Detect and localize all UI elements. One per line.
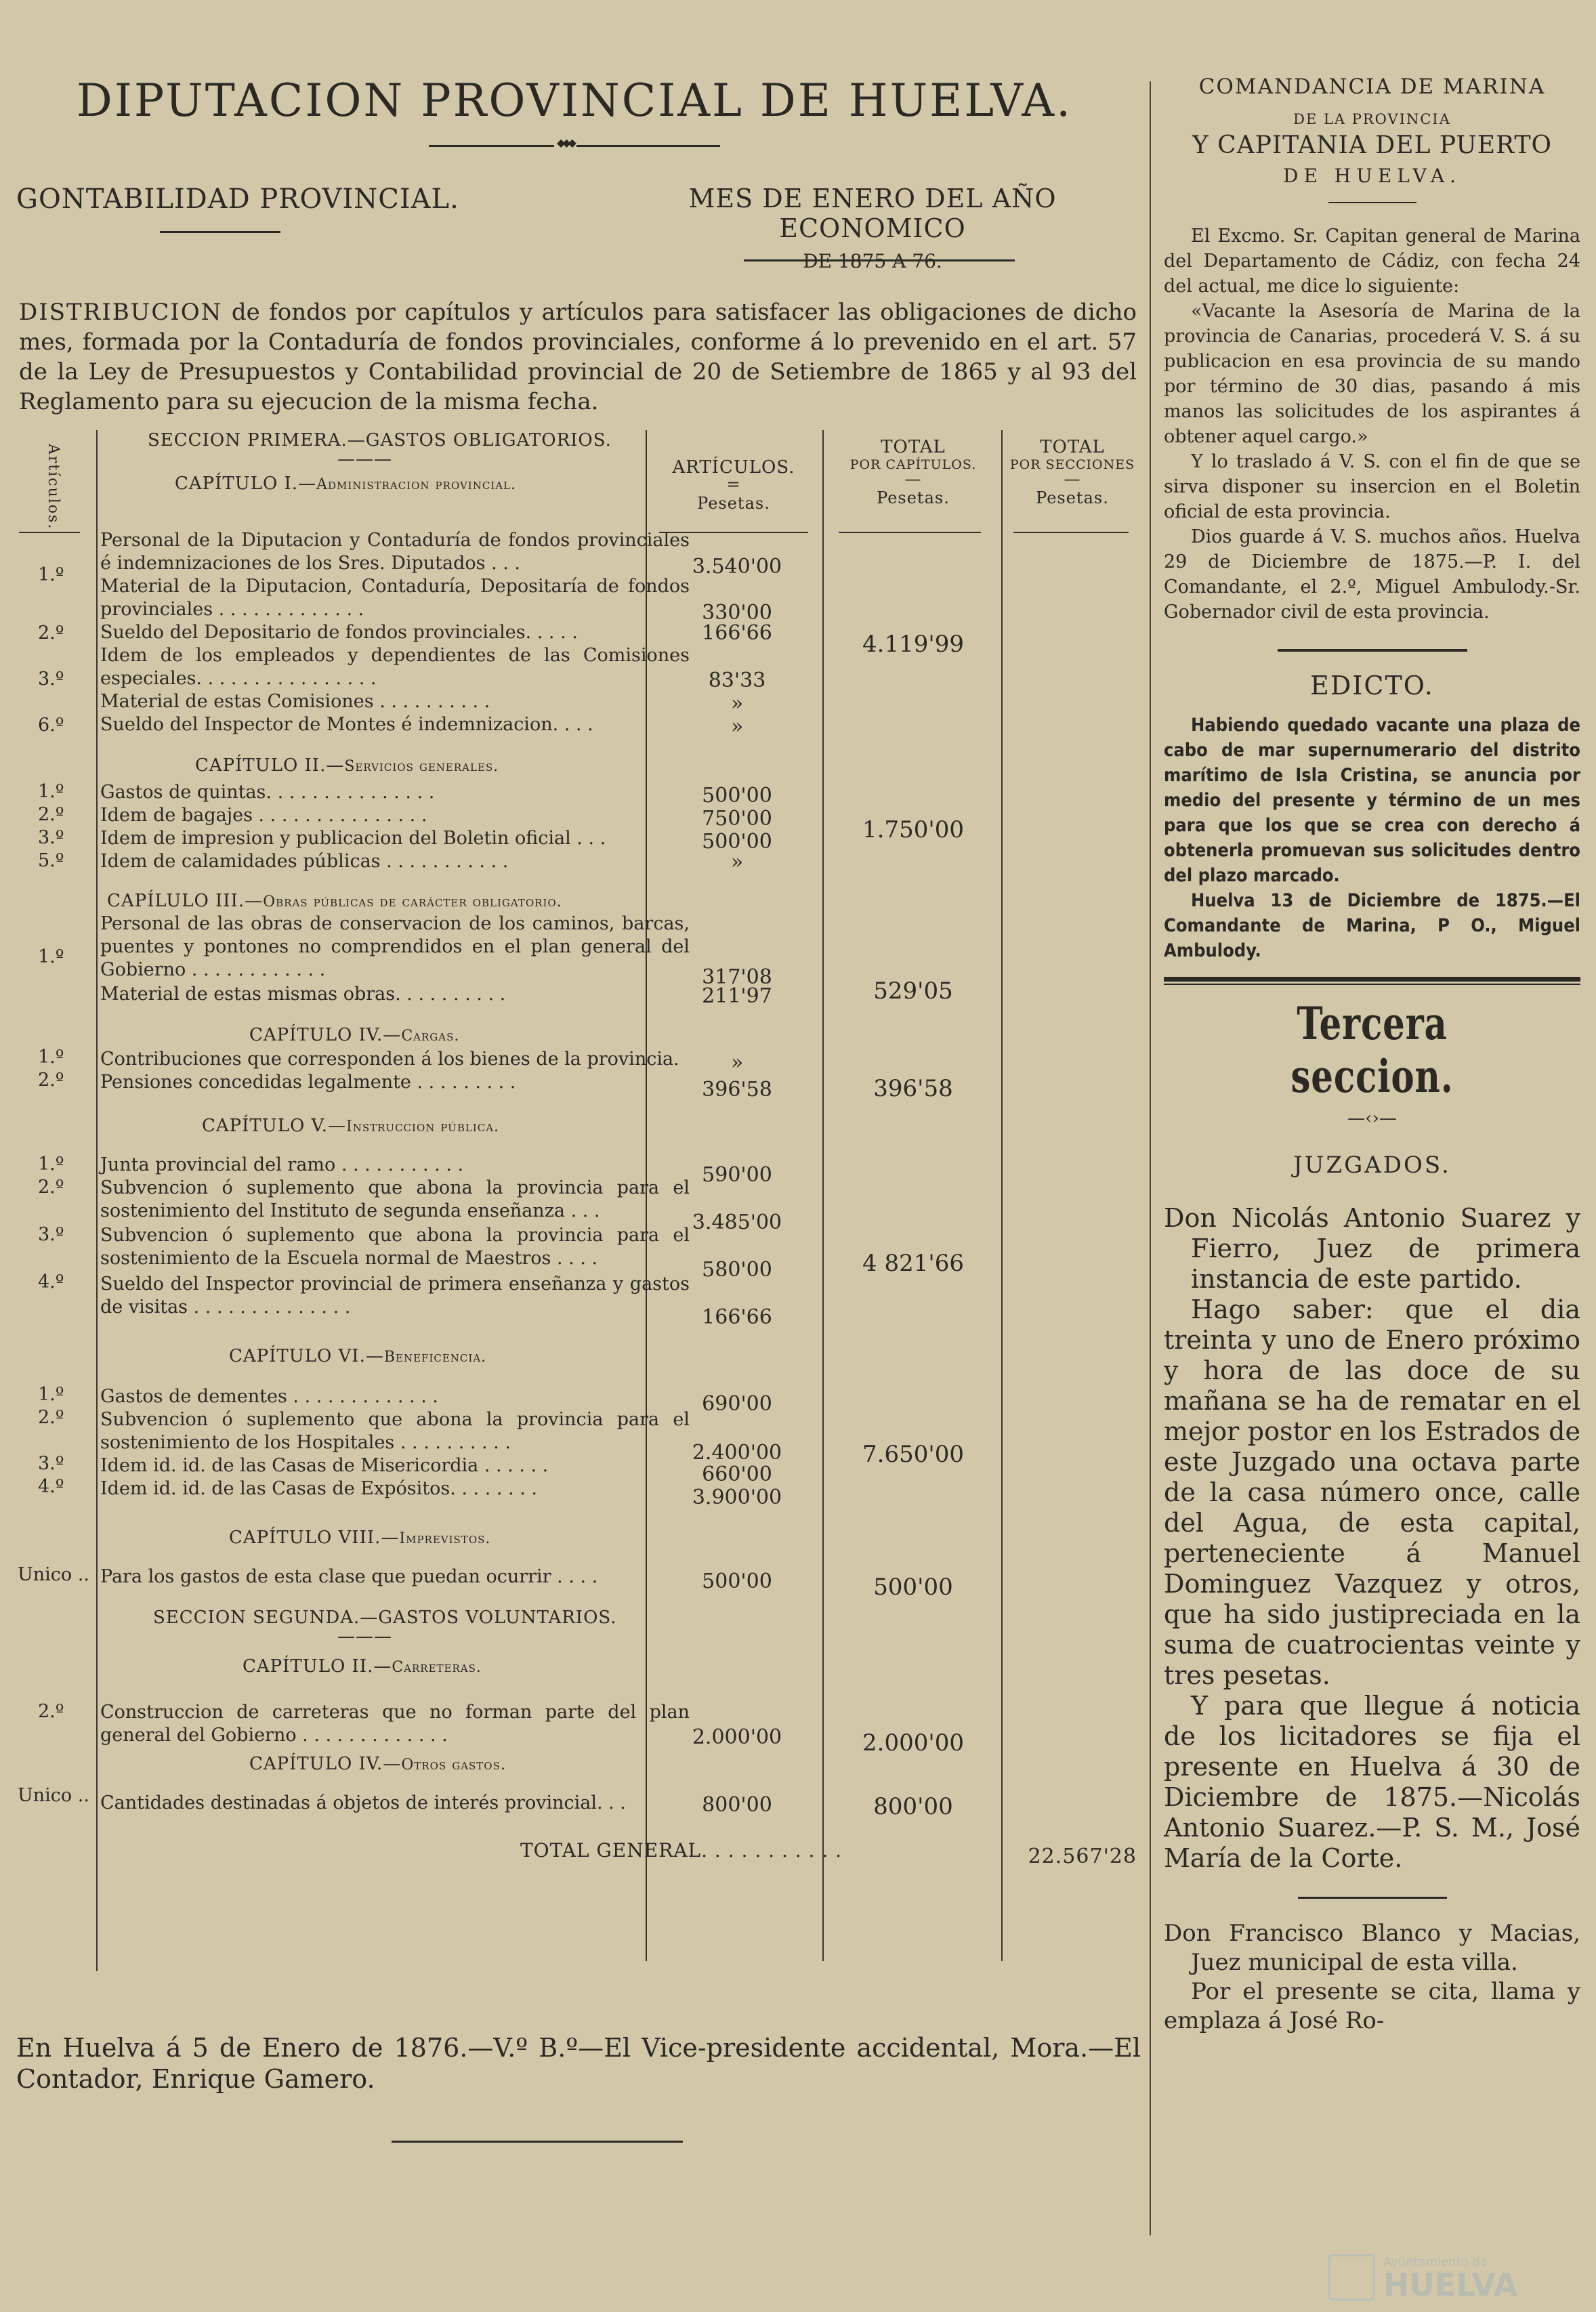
ornament-rule [429, 145, 720, 147]
section-heading: SECCION SEGUNDA.—GASTOS VOLUNTARIOS. [153, 1607, 617, 1628]
chapter-total: 800'00 [873, 1793, 953, 1820]
row-value: 690'00 [702, 1392, 772, 1416]
juzgado-paragraph: Hago saber: que el dia treinta y uno de Enero próximo y hora de las doce de su mañana se ha de rematar en el mejor postor en los Estrados de este Juzgado una octava parte de la casa número once, calle del Agua, de esta capital, perteneciente á Manuel Dominguez Vazquez y otros, que ha sido justipreciada en la suma de cuatrocientas veinte y tres pesetas. [1164, 1295, 1580, 1690]
article-number: 4.º [38, 1271, 64, 1292]
col-total-secciones [1008, 437, 1137, 507]
col-pesetas: Pesetas. [877, 488, 950, 507]
row-value: 750'00 [702, 807, 772, 831]
total-general-value: 22.567'28 [1028, 1845, 1137, 1868]
article-number: 5.º [38, 850, 64, 871]
row-value: » [730, 1051, 744, 1074]
row-description: Idem id. id. de las Casas de Expósitos. . . . . . . . [100, 1478, 537, 1499]
edicto-title: EDICTO. [1310, 671, 1434, 700]
chapter-subtitle: Obras públicas de carácter obligatorio. [263, 894, 562, 910]
row-description: Contribuciones que corresponden á los bienes de la provincia. [100, 1049, 679, 1070]
row-description: Material de la Diputacion, Contaduría, Depositaría de fondos provinciales . . . . . . . . . . . . . [100, 576, 690, 620]
chapter-subtitle: Carreteras. [392, 1659, 482, 1676]
row-description: Pensiones concedidas legalmente . . . . . . . . . [100, 1072, 516, 1093]
article-number: 3.º [38, 827, 64, 848]
juzgados-heading: JUZGADOS. [1293, 1152, 1451, 1179]
article-number: 3.º [38, 1453, 64, 1474]
chapter-subtitle: Cargas. [401, 1028, 460, 1045]
chapter-title: CAPÍTULO V.— [202, 1116, 347, 1136]
row-description: Personal de la Diputacion y Contaduría de fondos provinciales é indemnizaciones de los Sres. Diputados . . . [100, 530, 690, 574]
article-number: 1.º [38, 564, 64, 585]
juzgado-paragraph: Don Nicolás Antonio Suarez y Fierro, Juez de primera instancia de este partido. [1164, 1203, 1580, 1294]
chapter-total: 500'00 [873, 1574, 953, 1601]
article-number: 1.º [38, 1047, 64, 1068]
chapter-heading [249, 1754, 506, 1774]
article-number: 1.º [38, 946, 64, 967]
row-description: Junta provincial del ramo . . . . . . . . . . . [100, 1154, 464, 1175]
chapter-title: CAPÍTULO II.— [195, 755, 345, 776]
chapter-heading [202, 1116, 499, 1136]
row-value: 800'00 [702, 1793, 772, 1817]
chapter-title: CAPÍTULO VI.— [229, 1346, 384, 1366]
row-description: Cantidades destinadas á objetos de interés provincial. . . [100, 1792, 626, 1813]
article-number: Unico .. [18, 1785, 89, 1806]
col-eq: = [726, 475, 741, 494]
divider [1164, 977, 1580, 985]
chapter-title: CAPÍTULO IV.— [249, 1025, 402, 1045]
col-total-label: TOTAL [1040, 437, 1105, 457]
article-number: 3.º [38, 1224, 64, 1245]
huelva-heading: DE HUELVA. [1283, 165, 1461, 187]
row-description: Subvencion ó suplemento que abona la provincia para el sostenimiento del Instituto de segunda enseñanza . . . [100, 1177, 690, 1221]
intro-lead: DISTRIBUCION [19, 299, 223, 326]
article-number: 1.º [38, 781, 64, 802]
chapter-heading [195, 755, 499, 776]
row-description: Subvencion ó suplemento que abona la provincia para el sostenimiento de los Hospitales . . . . . . . . . . [100, 1409, 690, 1453]
section-title: Tercera seccion. [1290, 997, 1454, 1103]
row-value: 500'00 [702, 1570, 772, 1593]
row-description: Gastos de dementes . . . . . . . . . . . . . [100, 1386, 438, 1407]
row-description: Construccion de carreteras que no forman parte del plan general del Gobierno . . . . . . . . . . . . . [100, 1702, 690, 1746]
chapter-subtitle: Imprevistos. [399, 1530, 491, 1547]
chapter-total: 2.000'00 [862, 1729, 964, 1757]
row-value: 3.485'00 [692, 1211, 782, 1234]
row-value: 166'66 [702, 621, 772, 645]
article-number: 4.º [38, 1476, 64, 1497]
section-rule: ——— [337, 1626, 392, 1647]
chapter-heading [175, 474, 516, 494]
article-number: 1.º [38, 1384, 64, 1405]
table-vline [822, 430, 824, 1961]
row-value: 83'33 [708, 669, 766, 692]
row-description: Para los gastos de esta clase que puedan ocurrir . . . . [100, 1566, 598, 1587]
article-number: 2.º [38, 623, 64, 644]
chapter-total: 1.750'00 [862, 816, 964, 843]
col-dash: — [1064, 469, 1081, 488]
row-description: Personal de las obras de conservacion de los caminos, barcas, puentes y pontones no comprendidos en el plan general del Gobierno . . . . . . . . . . . . [100, 913, 690, 980]
budget-table [12, 430, 1137, 1988]
row-description: Subvencion ó suplemento que abona la provincia para el sostenimiento de la Escuela normal de Maestros . . . . [100, 1225, 690, 1269]
row-description: Idem de impresion y publicacion del Boletin oficial . . . [100, 828, 606, 849]
row-value: » [730, 850, 744, 874]
article-number: 2.º [38, 1177, 64, 1198]
chapter-title: CAPÍTULO VIII.— [229, 1528, 400, 1548]
row-value: 2.400'00 [692, 1441, 782, 1465]
juzgado-paragraph: Y para que llegue á noticia de los licitadores se fija el presente en Huelva á 30 de Diciembre de 1875.—Nicolás Antonio Suarez.—P. S. M., José María de la Corte. [1164, 1691, 1580, 1873]
section-heading: SECCION PRIMERA.—GASTOS OBLIGATORIOS. [148, 430, 612, 450]
row-value: 3.540'00 [692, 555, 782, 579]
row-description: Idem id. id. de las Casas de Misericordia . . . . . . [100, 1455, 549, 1476]
row-value: 330'00 [702, 601, 772, 625]
left-subtitle: GONTABILIDAD PROVINCIAL. [16, 184, 459, 215]
marina-subheading: DE LA PROVINCIA [1293, 111, 1451, 127]
chapter-total: 7.650'00 [862, 1441, 964, 1468]
watermark [1328, 2250, 1585, 2305]
row-value: 2.000'00 [692, 1725, 782, 1749]
col-por-capitulos: POR CAPÍTULOS. [849, 457, 977, 472]
table-hline [19, 532, 80, 533]
col-articulos-label: ARTÍCULOS. [672, 457, 795, 478]
marina-paragraph: Dios guarde á V. S. muchos años. Huelva 29 de Diciembre de 1875.—P. I. del Comandante, el 2.º, Miguel Ambulody.-Sr. Gobernador civil de esta provincia. [1164, 526, 1580, 623]
divider [160, 231, 280, 233]
section-rule: ——— [337, 449, 392, 469]
juzgado-paragraph: Por el presente se cita, llama y emplaza á José Ro- [1164, 1978, 1580, 2034]
row-description: Idem de los empleados y dependientes de las Comisiones especiales. . . . . . . . . . . . . . . . [100, 645, 690, 689]
chapter-total: 529'05 [873, 978, 953, 1005]
marina-paragraph: El Excmo. Sr. Capitan general de Marina del Departamento de Cádiz, con fecha 24 del actual, me dice lo siguiente: [1164, 226, 1580, 297]
chapter-subtitle: Otros gastos. [401, 1757, 506, 1773]
intro-text: de fondos por capítulos y artículos para satisfacer las obligaciones de dicho mes, formada por la Contaduría de fondos provinciales, conforme á lo prevenido en el art. 57 de la Ley de Presupuestos y Contabilidad provincial de 20 de Setiembre de 1865 y al 93 del Reglamento para su ejecucion de la misma fecha. [19, 299, 1137, 415]
subtitle-row [12, 184, 1137, 292]
divider [1328, 202, 1416, 203]
chapter-title: CAPÍTULO IV.— [249, 1754, 402, 1774]
watermark-text [1383, 2254, 1518, 2303]
watermark-line-1: Ayuntamiento de [1383, 2254, 1488, 2269]
signature-paragraph: En Huelva á 5 de Enero de 1876.—V.º B.º—El Vice-presidente accidental, Mora.—El Contador, Enrique Gamero. [16, 2033, 1141, 2094]
marina-heading: COMANDANCIA DE MARINA [1198, 75, 1546, 99]
table-vline [96, 430, 98, 1971]
article-number: 2.º [38, 804, 64, 825]
ornament: —‹›— [1347, 1108, 1397, 1129]
row-value: 590'00 [702, 1163, 772, 1187]
row-description: Gastos de quintas. . . . . . . . . . . . . . . [100, 782, 435, 803]
row-value: 3.900'00 [692, 1486, 782, 1509]
row-value: » [730, 715, 744, 738]
juzgado-paragraph: Don Francisco Blanco y Macias, Juez municipal de esta villa. [1164, 1920, 1580, 1976]
row-value: 396'58 [702, 1078, 772, 1101]
col-dash: — [904, 469, 922, 488]
col-pesetas: Pesetas. [1036, 488, 1109, 507]
chapter-heading [249, 1025, 459, 1045]
article-number: 1.º [38, 1154, 64, 1175]
right-subtitle-line-1: MES DE ENERO DEL AÑO ECONOMICO [688, 184, 1057, 243]
row-description: Material de estas mismas obras. . . . . . . . . . [100, 984, 506, 1005]
right-subtitle-line-2: DE 1875 A 76. [803, 250, 942, 272]
row-value: 500'00 [702, 830, 772, 854]
row-value: 317'08 [702, 965, 772, 989]
chapter-title: CAPÍTULO II.— [243, 1656, 392, 1677]
row-description: Sueldo del Inspector de Montes é indemnizacion. . . . [100, 714, 593, 735]
chapter-subtitle: Instruccion pública. [346, 1118, 500, 1135]
chapter-subtitle: Servicios generales. [344, 758, 499, 775]
col-pesetas: Pesetas. [697, 494, 770, 513]
marina-paragraph: Y lo traslado á V. S. con el fin de que se sirva disponer su insercion en el Boletin oficial de esta provincia. [1164, 451, 1580, 522]
article-number: Unico .. [18, 1564, 89, 1585]
col-total-label: TOTAL [881, 437, 946, 457]
row-value: 166'66 [702, 1305, 772, 1329]
divider [1298, 1897, 1447, 1899]
left-column [12, 54, 1141, 2094]
row-value: 500'00 [702, 784, 772, 807]
chapter-heading [107, 891, 562, 911]
chapter-heading [229, 1528, 490, 1548]
divider [744, 259, 1015, 261]
ayuntamiento-logo-icon [1328, 2254, 1375, 2301]
edicto-paragraph: Habiendo quedado vacante una plaza de cabo de mar supernumerario del distrito marítimo de Isla Cristina, se anuncia por medio del presente y término de un mes para que los que se crea con derecho á obtenerla promuevan sus solicitudes dentro del plazo marcado. [1164, 715, 1580, 886]
chapter-total: 4 821'66 [862, 1250, 964, 1277]
watermark-line-2: HUELVA [1383, 2266, 1518, 2303]
chapter-heading [243, 1656, 482, 1677]
marina-paragraph: «Vacante la Asesoría de Marina de la provincia de Canarias, procederá V. S. á su publicacion en esa provincia de su mando por término de 30 dias, pasando á mis manos las solicitudes de los aspirantes á obtener aquel cargo.» [1164, 301, 1580, 447]
chapter-total: 396'58 [873, 1075, 953, 1102]
divider [1278, 649, 1467, 652]
row-value: 660'00 [702, 1463, 772, 1486]
row-description: Material de estas Comisiones . . . . . . . . . . [100, 691, 490, 712]
col-total-capitulos [832, 437, 994, 507]
article-number: 3.º [38, 669, 64, 690]
article-number: 6.º [38, 715, 64, 736]
row-description: Sueldo del Inspector provincial de primera enseñanza y gastos de visitas . . . . . . . . . . . . . . [100, 1274, 690, 1318]
chapter-heading [229, 1346, 486, 1366]
capitania-heading: Y CAPITANIA DEL PUERTO [1192, 131, 1553, 159]
table-hline [1013, 532, 1129, 533]
article-number: 2.º [38, 1407, 64, 1428]
table-hline [839, 532, 981, 533]
right-column [1164, 75, 1580, 2036]
row-value: 211'97 [702, 984, 772, 1008]
chapter-subtitle: Beneficencia. [383, 1349, 487, 1366]
row-description: Idem de bagajes . . . . . . . . . . . . . . . [100, 805, 427, 826]
divider [392, 2141, 683, 2143]
chapter-title: CAPÍLULO III.— [107, 891, 264, 911]
column-separator [1150, 81, 1151, 2235]
table-vline [1001, 430, 1003, 1961]
chapter-title: CAPÍTULO I.— [175, 474, 317, 494]
row-description: Idem de calamidades públicas . . . . . . . . . . . [100, 851, 509, 872]
articulos-label: Artículos. [45, 444, 62, 530]
chapter-subtitle: Administracion provincial. [316, 476, 517, 493]
total-general-label: TOTAL GENERAL. . . . . . . . . . . [520, 1839, 843, 1862]
col-por-secciones: POR SECCIONES [1009, 457, 1135, 472]
row-value: » [730, 692, 744, 715]
article-number: 2.º [38, 1070, 64, 1091]
page-title: DIPUTACION PROVINCIAL DE HUELVA. [76, 75, 1073, 127]
row-value: 580'00 [702, 1258, 772, 1282]
chapter-total: 4.119'99 [862, 631, 964, 658]
col-articulos [656, 457, 812, 513]
edicto-paragraph: Huelva 13 de Diciembre de 1875.—El Comandante de Marina, P O., Miguel Ambulody. [1164, 890, 1580, 961]
row-description: Sueldo del Depositario de fondos provinciales. . . . . [100, 622, 578, 643]
intro-paragraph [19, 297, 1137, 417]
article-number: 2.º [38, 1701, 64, 1722]
